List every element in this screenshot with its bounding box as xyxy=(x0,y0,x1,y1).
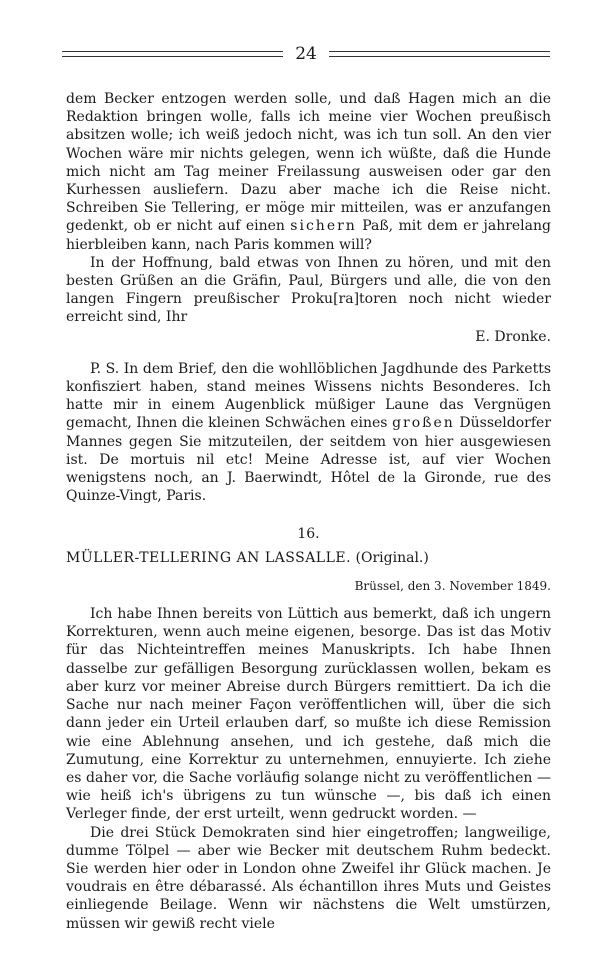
paragraph-tellering-1: Ich habe Ihnen bereits von Lüttich aus bemerkt, daß ich ungern Korrekturen, wenn auch meine eigenen, besorge. Das ist das Motiv für das Nichteintreffen meines Manuskripts. Ich habe Ihnen dasselbe zur gefälligen Besorgung zurücklassen wollen, bekam es aber kurz vor meiner Abreise durch Bürgers remittiert. Da ich die Sache nur nach meiner Façon veröffentlichen will, über die sich dann jeder ein Urteil erlauben darf, so mußte ich diese Remission wie eine Ablehnung ansehen, und ich gestehe, daß mich die Zumutung, eine Korrektur zu unternehmen, ennuyierte. Ich ziehe es daher vor, die Sache vorläufig solange nicht zu veröffentlichen — wie heiß ich's übrigens zu tun wünsche —, bis daß ich einen Verleger finde, der erst urteilt, wenn gedruckt worden. — xyxy=(66,606,551,823)
dateline: Brüssel, den 3. November 1849. xyxy=(354,578,551,593)
postscript: P. S. In dem Brief, den die wohllöblichen Jagdhunde des Parketts konfisziert haben, stand meines Wissens nichts Besonderes. Ich hatte mir in einem Augenblick müßiger Laune das Vergnügen gemacht, Ihnen die kleinen Schwächen eines großen Düsseldorfer Mannes gegen Sie mitzuteilen, der seitdem von hier ausgewiesen ist. De mortuis nil etc! Meine Adresse ist, auf vier Wochen wenigstens noch, an J. Baerwindt, Hôtel de la Gironde, rue des Quinze-Vingt, Paris. xyxy=(66,360,552,505)
signature: E. Dronke. xyxy=(475,328,551,345)
page-number: 24 xyxy=(295,43,317,64)
letter-title-text: MÜLLER-TELLERING AN LASSALLE. xyxy=(66,549,352,566)
letter-title xyxy=(66,549,551,567)
paragraph-dronke-2: In der Hoffnung, bald etwas von Ihnen zu hören, und mit den besten Grüßen an die Gräfin, Paul, Bürgers und alle, die von den langen Fingern preußischer Proku[ra]toren noch nicht wieder erreicht sind, Ihr xyxy=(66,254,551,326)
letter-number: 16. xyxy=(297,526,320,543)
page-body xyxy=(66,90,551,933)
header-rule-left xyxy=(62,51,283,57)
spaced-word: sichern xyxy=(290,218,357,235)
header-rule-right xyxy=(329,51,550,57)
letter-source: (Original.) xyxy=(355,549,429,566)
page-header xyxy=(62,44,550,64)
paragraph-tellering-2: Die drei Stück Demokraten sind hier eingetroffen; langweilige, dumme Tölpel — aber wie Becker mit deutschem Ruhm bedeckt. Sie werden hier oder in London ohne Zweifel ihr Glück machen. Je voudrais en être débarassé. Als échantillon ihres Muts und Geistes einliegende Beilage. Wenn wir nächstens die Welt umstürzen, müssen wir gewiß recht viele xyxy=(66,824,551,932)
spaced-word: großen xyxy=(392,415,455,432)
paragraph-dronke-1: dem Becker entzogen werden solle, und daß Hagen mich an die Redaktion bringen wolle, falls ich meine vier Wochen preußisch absitzen wolle; ich weiß jedoch nicht, was ich tun soll. An den vier Wochen wäre mir nichts gelegen, wenn ich wüßte, daß die Hunde mich nicht am Tag meiner Freilassung ausweisen oder gar den Kurhessen ausliefern. Dazu aber mache ich die Reise nicht. Schreiben Sie Tellering, er möge mir mitteilen, was er anzufangen gedenkt, ob er nicht auf einen sichern Paß, mit dem er jahrelang hierbleiben kann, nach Paris kommen will? xyxy=(66,91,551,253)
